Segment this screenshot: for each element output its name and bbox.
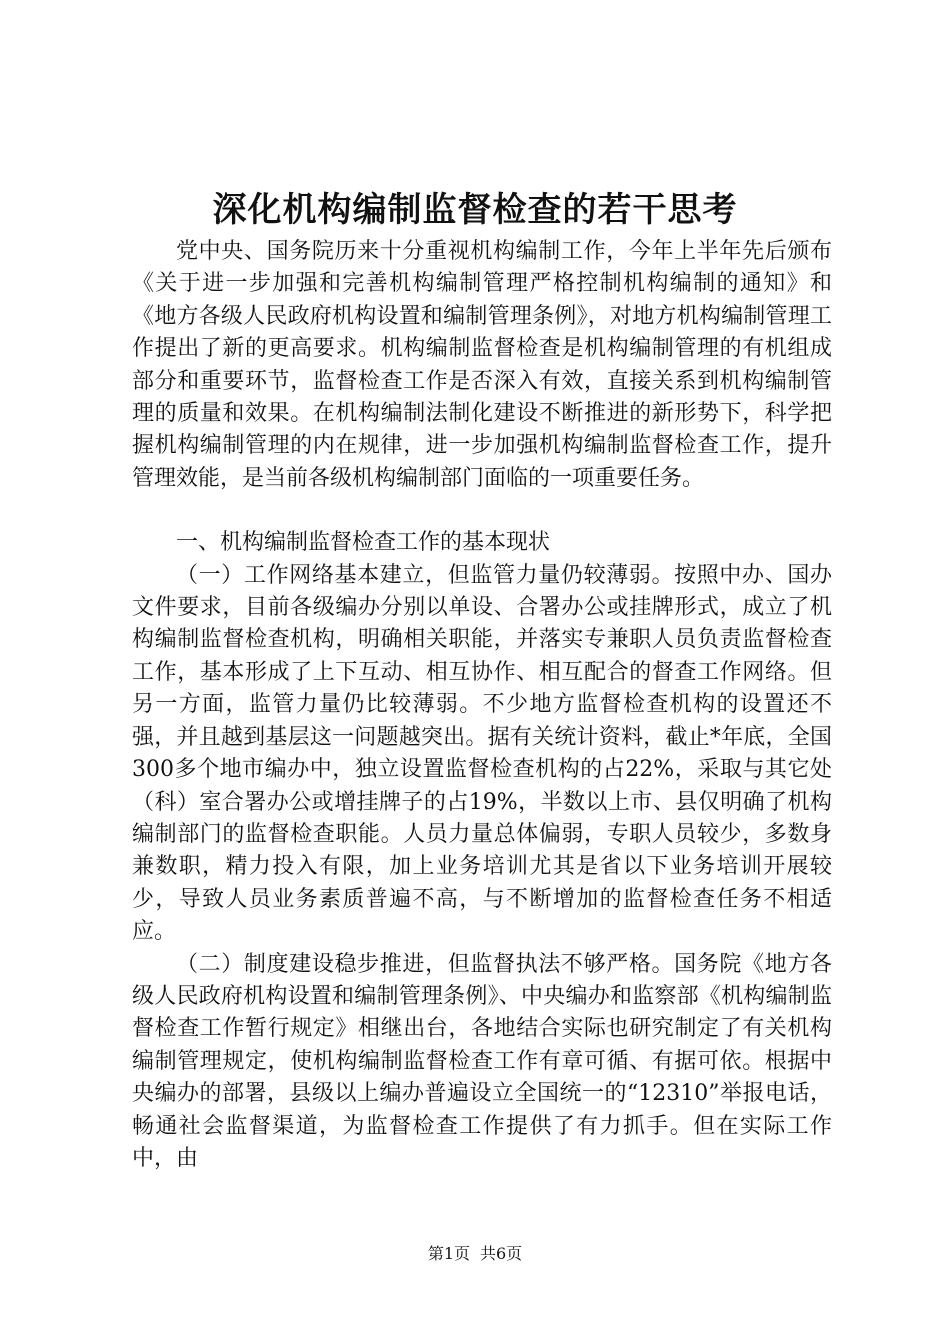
page-total: 共6页 bbox=[480, 1244, 523, 1263]
intro-paragraph: 党中央、国务院历来十分重视机构编制工作，今年上半年先后颁布《关于进一步加强和完善机构编制管理严格控制机构编制的通知》和《地方各级人民政府机构设置和编制管理条例》，对地方机构编制管理工作提出了新的更高要求。机构编制监督检查是机构编制管理的有机组成部分和重要环节，监督检查工作是否深入有效，直接关系到机构编制管理的质量和效果。在机构编制法制化建设不断推进的新形势下，科学把握机构编制管理的内在规律，进一步加强机构编制监督检查工作，提升管理效能，是当前各级机构编制部门面临的一项重要任务。 bbox=[132, 239, 832, 491]
subsection-paragraph-2: （二）制度建设稳步推进，但监督执法不够严格。国务院《地方各级人民政府机构设置和编制管理条例》、中央编办和监察部《机构编制监督检查工作暂行规定》相继出台，各地结合实际也研究制定了有关机构编制管理规定，使机构编制监督检查工作有章可循、有据可依。根据中央编办的部署，县级以上编办普遍设立全国统一的“12310”举报电话，畅通社会监督渠道，为监督检查工作提供了有力抓手。但在实际工作中，由 bbox=[132, 951, 832, 1171]
subsection-paragraph-1: （一）工作网络基本建立，但监管力量仍较薄弱。按照中办、国办文件要求，目前各级编办分别以单设、合署办公或挂牌形式，成立了机构编制监督检查机构，明确相关职能，并落实专兼职人员负责监督检查工作，基本形成了上下互动、相互协作、相互配合的督查工作网络。但另一方面，监管力量仍比较薄弱。不少地方监督检查机构的设置还不强，并且越到基层这一问题越突出。据有关统计资料，截止*年底，全国300多个地市编办中，独立设置监督检查机构的占22%，采取与其它处（科）室合署办公或增挂牌子的占19%，半数以上市、县仅明确了机构编制部门的监督检查职能。人员力量总体偏弱，专职人员较少，多数身兼数职，精力投入有限，加上业务培训尤其是省以下业务培训开展较少，导致人员业务素质普遍不高，与不断增加的监督检查任务不相适应。 bbox=[132, 562, 832, 945]
document-body bbox=[132, 236, 832, 1175]
page-footer bbox=[0, 1242, 950, 1266]
page-number: 第1页 bbox=[427, 1244, 470, 1263]
section-heading: 一、机构编制监督检查工作的基本现状 bbox=[176, 530, 551, 556]
document-title: 深化机构编制监督检查的若干思考 bbox=[212, 190, 738, 230]
